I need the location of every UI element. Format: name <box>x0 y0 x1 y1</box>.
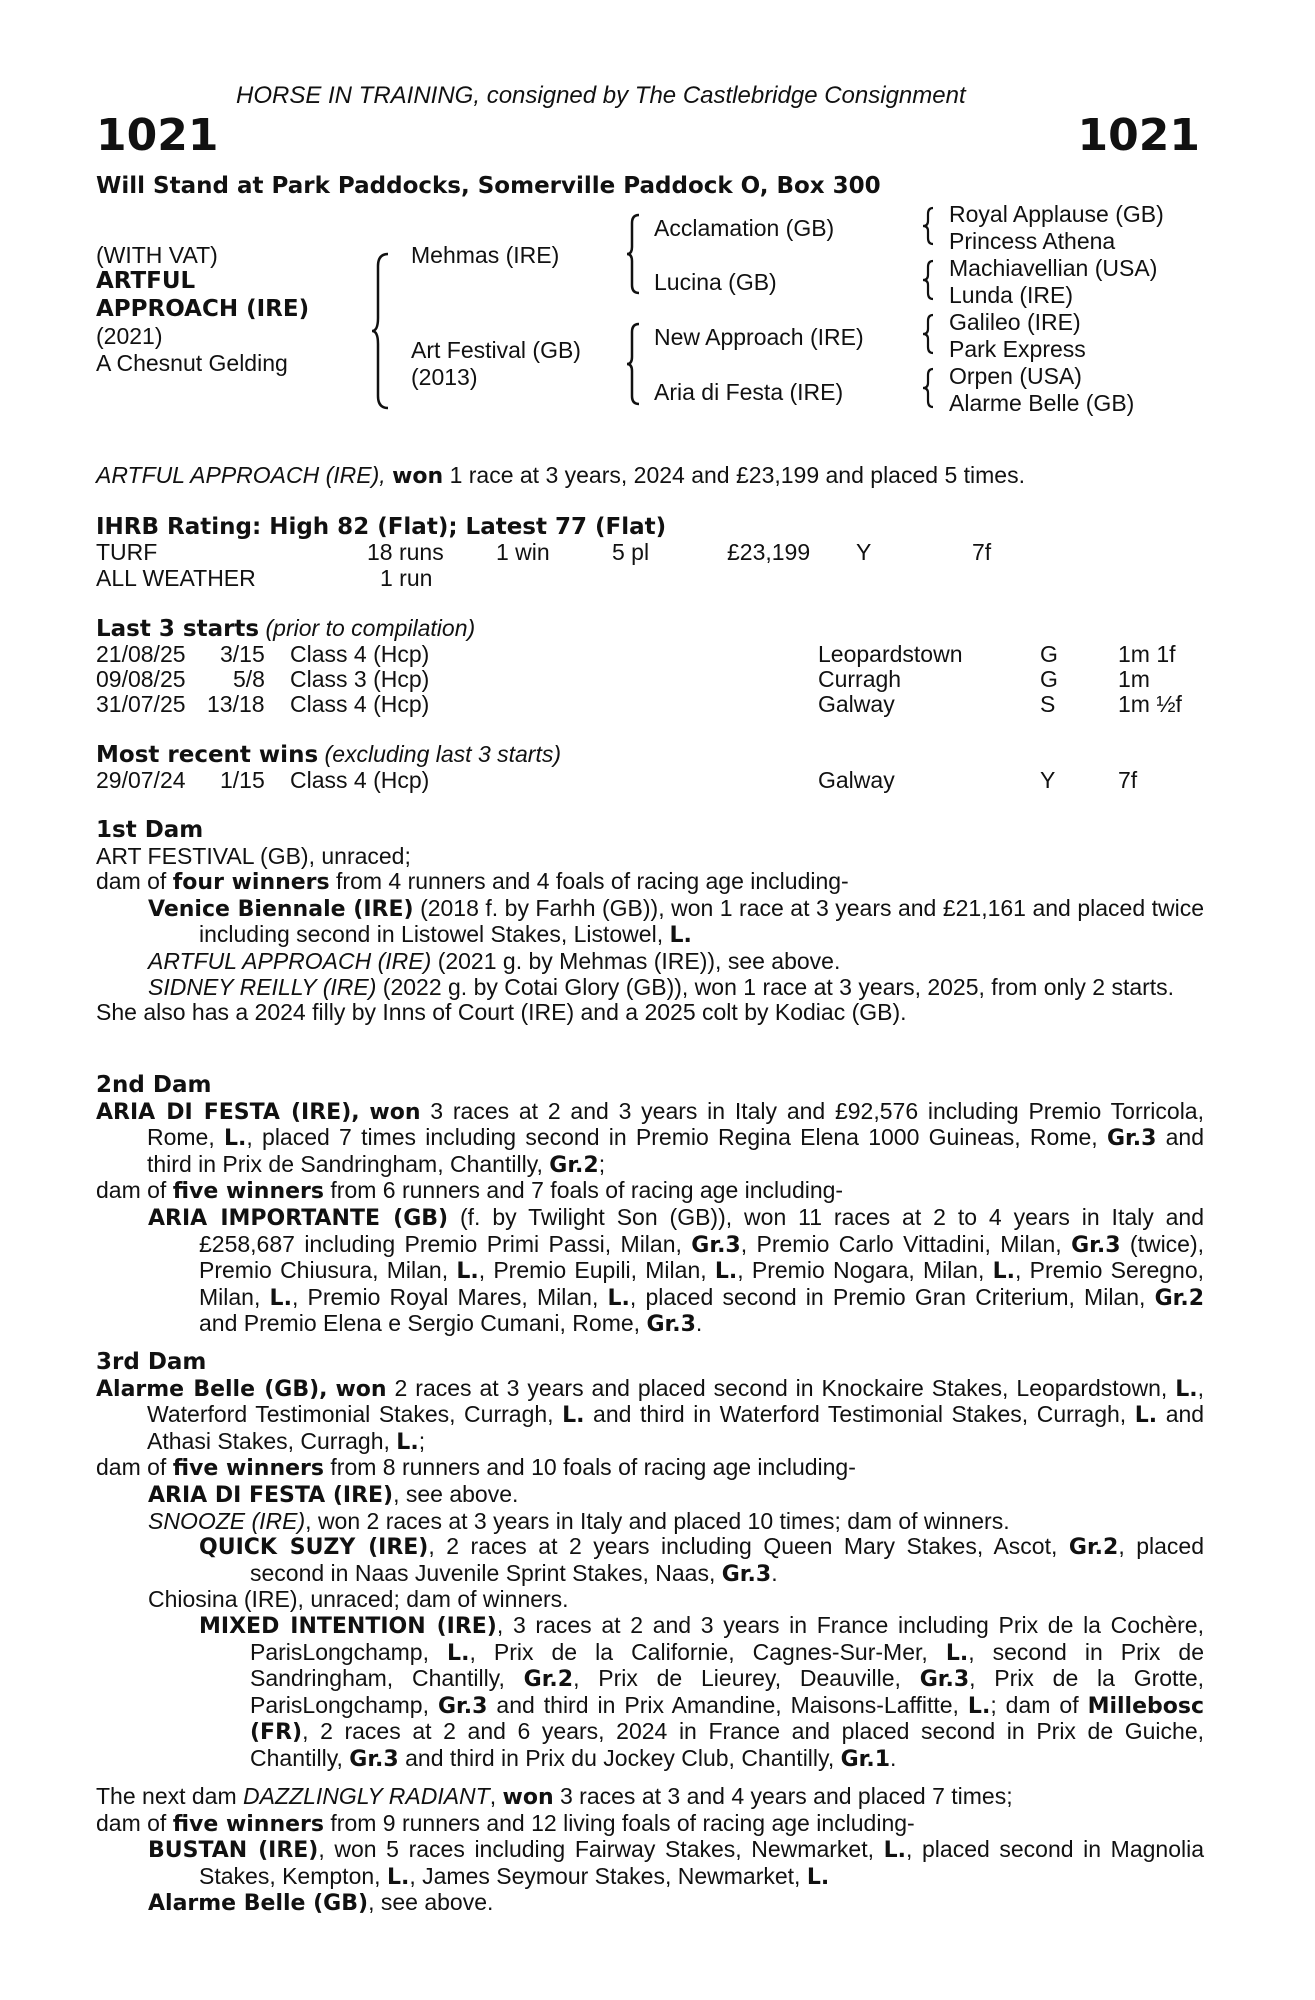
summary-horse-name: ARTFUL APPROACH (IRE), <box>96 462 386 488</box>
produce-aria-importante: ARIA IMPORTANTE (GB) (f. by Twilight Son (GB)), won 11 races at 2 to 4 years in Italy and £258,687 including Premio Primi Passi, Milan, Gr.3, Premio Carlo Vittadini, Milan, Gr.3 (twice), Premio Chiusura, Milan, L., Premio Eupili, Milan, L., Premio Nogara, Milan, L., Premio Seregno, Milan, L., Premio Royal Mares, Milan, L., placed second in Premio Gran Criterium, Milan, Gr.2 and Premio Elena e Sergio Cumani, Rome, Gr.3. <box>148 1203 1205 1338</box>
produce-sidney-reilly: SIDNEY REILLY (IRE) (2022 g. by Cotai Glory (GB)), won 1 race at 3 years, 2025, from only 2 starts. <box>148 973 1175 1000</box>
turf-placed: 5 pl <box>612 539 650 565</box>
row-course: Galway <box>818 767 895 793</box>
pedigree-brace-g3-2 <box>921 259 935 301</box>
produce-alarme-belle: Alarme Belle (GB), see above. <box>148 1889 494 1917</box>
row-date: 21/08/25 <box>96 641 186 667</box>
pedigree-brace-sire <box>625 213 641 295</box>
produce-bustan: BUSTAN (IRE), won 5 races including Fairway Stakes, Newmarket, L., placed second in Magnolia Stakes, Kempton, L., James Seymour Stakes, Newmarket, L. <box>148 1836 1205 1890</box>
recent-heading <box>96 741 561 768</box>
pedigree-sire-dam: Lucina (GB) <box>654 269 777 295</box>
turf-runs: 18 runs <box>367 539 444 565</box>
pedigree-brace-g3-3 <box>921 313 935 355</box>
row-course: Galway <box>818 691 895 717</box>
turf-wins: 1 win <box>496 539 550 565</box>
summary-text: 1 race at 3 years, 2024 and £23,199 and placed 5 times. <box>449 462 1025 488</box>
row-class: Class 4 (Hcp) <box>290 767 430 793</box>
pedigree-g3-1: Royal Applause (GB) <box>949 201 1164 227</box>
row-course: Leopardstown <box>818 641 963 667</box>
row-going: G <box>1040 641 1058 667</box>
produce-snooze: SNOOZE (IRE), won 2 races at 3 years in Italy and placed 10 times; dam of winners. <box>148 1507 1010 1534</box>
first-dam-also: She also has a 2024 filly by Inns of Court (IRE) and a 2025 colt by Kodiac (GB). <box>96 999 907 1026</box>
row-date: 29/07/24 <box>96 767 186 793</box>
produce-aria-di-festa: ARIA DI FESTA (IRE), see above. <box>148 1480 519 1508</box>
pedigree-brace-main <box>370 252 390 410</box>
row-going: Y <box>1040 767 1056 793</box>
pedigree-brace-g3-4 <box>921 367 935 409</box>
pedigree-brace-g3-1 <box>921 206 935 246</box>
first-dam-name: ART FESTIVAL (GB), unraced; <box>96 842 411 869</box>
stand-location: Will Stand at Park Paddocks, Somerville Paddock O, Box 300 <box>96 173 881 199</box>
produce-quick-suzy: QUICK SUZY (IRE), 2 races at 2 years including Queen Mary Stakes, Ascot, Gr.2, placed second in Naas Juvenile Sprint Stakes, Naas, Gr.3. <box>199 1533 1205 1587</box>
row-distance: 1m <box>1118 666 1150 692</box>
produce-mixed-intention: MIXED INTENTION (IRE), 3 races at 2 and 3 years in France including Prix de la Cochère, ParisLongchamp, L., Prix de la Californie, Cagnes-Sur-Mer, L., second in Prix de Sandringham, Chantilly, Gr.2, Prix de Lieurey, Deauville, Gr.3, Prix de la Grotte, ParisLongchamp, Gr.3 and third in Prix Amandine, Maisons-Laffitte, L.; dam of Millebosc (FR), 2 races at 2 and 6 years, 2024 in France and placed second in Prix de Guiche, Chantilly, Gr.3 and third in Prix du Jockey Club, Chantilly, Gr.1. <box>199 1611 1205 1772</box>
turf-distance: 7f <box>972 539 992 565</box>
row-course: Curragh <box>818 666 902 692</box>
summary-won: won <box>392 464 444 489</box>
pedigree-dam-dam: Aria di Festa (IRE) <box>654 379 844 405</box>
row-distance: 7f <box>1118 767 1138 793</box>
last3-title: Last 3 starts <box>96 616 260 642</box>
produce-venice-biennale: Venice Biennale (IRE) (2018 f. by Farhh (GB)), won 1 race at 3 years and £21,161 and placed twice including second in Listowel Stakes, Listowel, L. <box>148 894 1204 949</box>
row-class: Class 4 (Hcp) <box>290 641 430 667</box>
vat-note: (WITH VAT) <box>96 242 218 268</box>
next-dam-section <box>96 1784 1204 1917</box>
third-dam-produce-intro: dam of five winners from 8 runners and 10 foals of racing age including- <box>96 1454 856 1482</box>
horse-description: A Chesnut Gelding <box>96 350 288 376</box>
second-dam-section <box>96 1073 1204 1338</box>
pedigree-g3-3: Machiavellian (USA) <box>949 255 1158 281</box>
third-dam-section <box>96 1350 1204 1773</box>
summary-line <box>96 463 1025 490</box>
row-position: 1/15 <box>220 767 265 793</box>
second-dam-produce-intro: dam of five winners from 6 runners and 7 foals of racing age including- <box>96 1177 844 1205</box>
lot-number-right: 1021 <box>1077 110 1200 161</box>
pedigree-g3-5: Galileo (IRE) <box>949 309 1081 335</box>
lot-number-left: 1021 <box>96 110 219 161</box>
row-position: 5/8 <box>233 666 265 692</box>
turf-going: Y <box>856 539 872 565</box>
next-dam-produce-intro: dam of five winners from 9 runners and 12 living foals of racing age including- <box>96 1809 915 1837</box>
turf-prize: £23,199 <box>727 539 811 565</box>
consignment-title: HORSE IN TRAINING, consigned by The Castlebridge Consignment <box>236 82 966 109</box>
row-going: G <box>1040 666 1058 692</box>
pedigree-dam-year: (2013) <box>411 364 478 390</box>
first-dam-section <box>96 818 1204 1026</box>
row-distance: 1m 1f <box>1118 641 1176 667</box>
turf-label: TURF <box>96 539 158 565</box>
produce-chiosina: Chiosina (IRE), unraced; dam of winners. <box>148 1586 569 1613</box>
horse-name-line2: APPROACH (IRE) <box>96 296 310 322</box>
last3-subtitle: (prior to compilation) <box>265 615 476 641</box>
pedigree-g3-8: Alarme Belle (GB) <box>949 390 1135 416</box>
row-class: Class 3 (Hcp) <box>290 666 430 692</box>
row-position: 3/15 <box>220 641 265 667</box>
third-dam-heading: 3rd Dam <box>96 1349 207 1375</box>
pedigree-g3-6: Park Express <box>949 336 1086 362</box>
row-class: Class 4 (Hcp) <box>290 691 430 717</box>
row-distance: 1m ½f <box>1118 691 1182 717</box>
row-date: 09/08/25 <box>96 666 186 692</box>
next-dam-record: The next dam DAZZLINGLY RADIANT, won 3 races at 3 and 4 years and placed 7 times; <box>96 1783 1013 1810</box>
aw-runs: 1 run <box>380 565 433 591</box>
second-dam-record: ARIA DI FESTA (IRE), won 3 races at 2 and 3 years in Italy and £92,576 including Premio Torricola, Rome, L., placed 7 times including second in Premio Regina Elena 1000 Guineas, Rome, Gr.3 and third in Prix de Sandringham, Chantilly, Gr.2; <box>96 1097 1204 1178</box>
pedigree-g3-2: Princess Athena <box>949 228 1116 254</box>
pedigree-sire: Mehmas (IRE) <box>411 242 560 268</box>
pedigree-sire-sire: Acclamation (GB) <box>654 215 835 241</box>
pedigree-dam-sire: New Approach (IRE) <box>654 324 864 350</box>
last3-heading <box>96 615 475 642</box>
pedigree-g3-4: Lunda (IRE) <box>949 282 1074 308</box>
aw-label: ALL WEATHER <box>96 565 256 591</box>
row-going: S <box>1040 691 1056 717</box>
pedigree-brace-dam <box>625 322 641 406</box>
horse-year: (2021) <box>96 323 163 349</box>
first-dam-produce-intro: dam of four winners from 4 runners and 4 foals of racing age including- <box>96 868 849 896</box>
recent-subtitle: (excluding last 3 starts) <box>324 741 562 767</box>
pedigree-g3-7: Orpen (USA) <box>949 363 1082 389</box>
pedigree-dam: Art Festival (GB) <box>411 337 581 363</box>
recent-title: Most recent wins <box>96 742 319 768</box>
produce-artful-approach: ARTFUL APPROACH (IRE) (2021 g. by Mehmas (IRE)), see above. <box>148 947 841 974</box>
ihrb-rating: IHRB Rating: High 82 (Flat); Latest 77 (Flat) <box>96 514 667 540</box>
second-dam-heading: 2nd Dam <box>96 1072 212 1098</box>
row-date: 31/07/25 <box>96 691 186 717</box>
first-dam-heading: 1st Dam <box>96 817 204 843</box>
horse-name-line1: ARTFUL <box>96 268 196 294</box>
row-position: 13/18 <box>207 691 265 717</box>
third-dam-record: Alarme Belle (GB), won 2 races at 3 years and placed second in Knockaire Stakes, Leopardstown, L., Waterford Testimonial Stakes, Curragh, L. and third in Waterford Testimonial Stakes, Curragh, L. and Athasi Stakes, Curragh, L.; <box>96 1374 1205 1455</box>
